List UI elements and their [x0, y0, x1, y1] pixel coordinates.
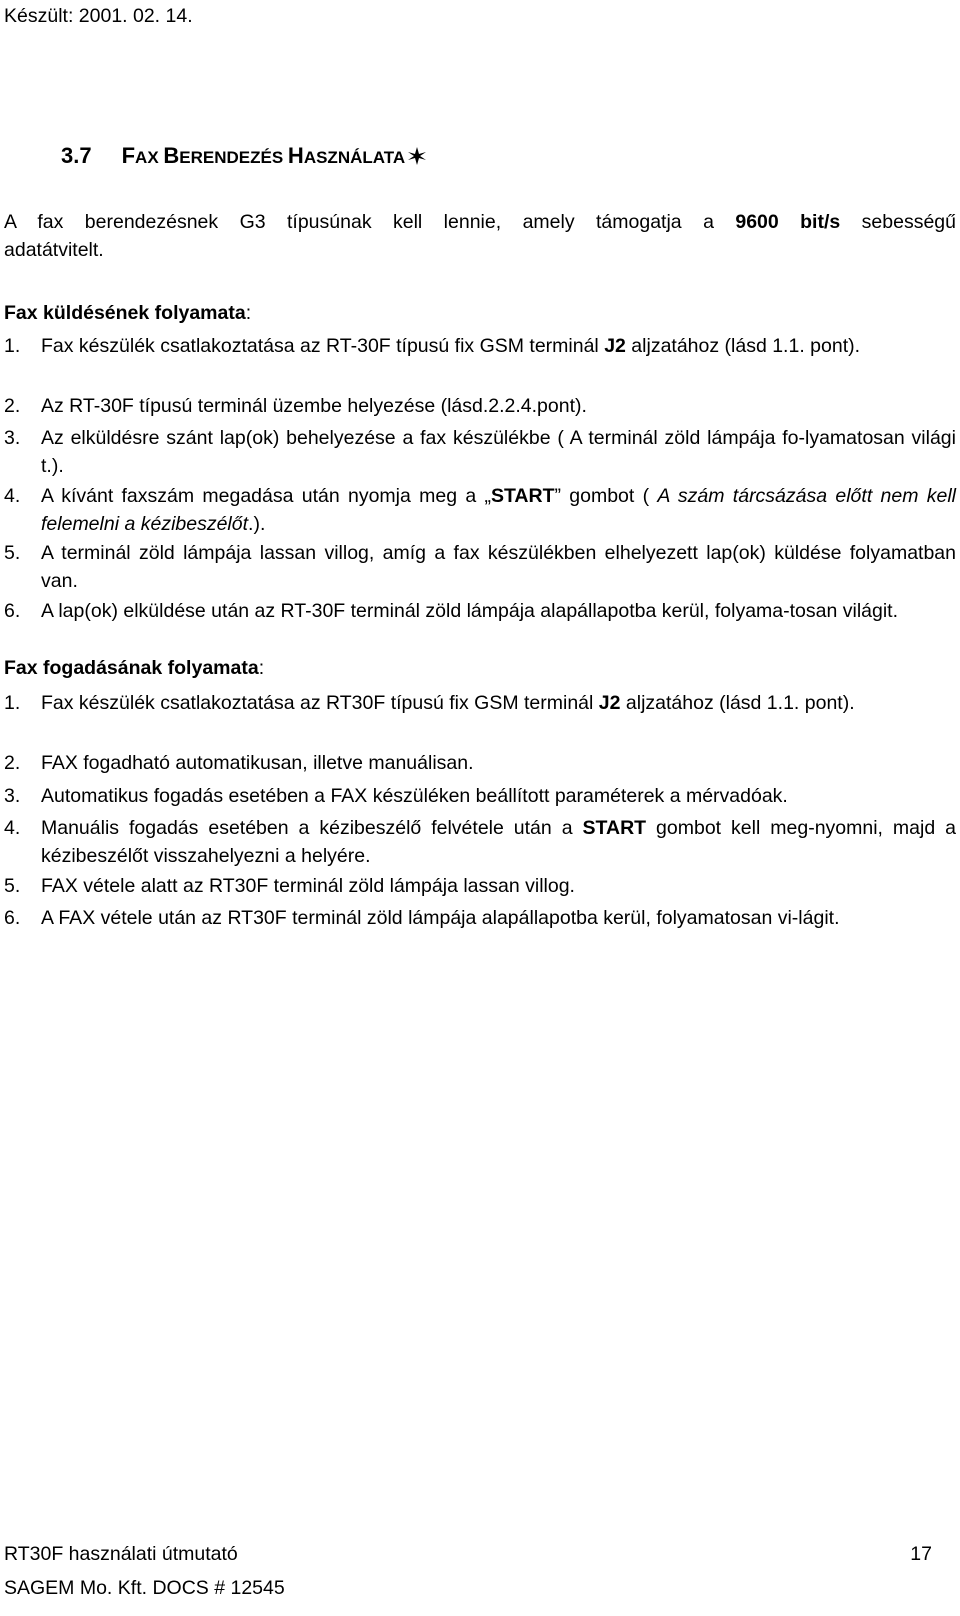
send-item-1: 1. Fax készülék csatlakoztatása az RT-30F típusú fix GSM terminál J2 aljzatához (lásd 1.1. pont). — [4, 335, 861, 357]
send-item-4: 4. A kívánt faxszám megadása után nyomja meg a „START” gombot ( A szám tárcsázása előtt nem kell felemelni a kézibeszélőt.). — [4, 485, 956, 535]
receive-item-2: 2. FAX fogadható automatikusan, illetve manuálisan. — [4, 752, 474, 774]
receive-item-4: 4. Manuális fogadás esetében a kézibeszélő felvétele után a START gombot kell meg-nyomni, majd a kézibeszélőt visszahelyezni a helyére. — [4, 817, 957, 867]
receive-item-3: 3. Automatikus fogadás esetében a FAX készüléken beállított paraméterek a mérvadóak. — [4, 785, 788, 807]
section-heading — [61, 141, 427, 174]
footer-company: SAGEM Mo. Kft. DOCS # 12545 — [4, 1577, 285, 1599]
send-item-5: 5. A terminál zöld lámpája lassan villog, amíg a fax készülékben elhelyezett lap(ok) küldése folyamatban van. — [4, 542, 956, 592]
section-number: 3.7 — [61, 143, 92, 168]
send-heading: Fax küldésének folyamata: — [4, 302, 252, 324]
receive-heading: Fax fogadásának folyamata: — [4, 657, 265, 679]
send-item-3: 3. Az elküldésre szánt lap(ok) behelyezése a fax készülékbe ( A terminál zöld lámpája fo-lyamatosan világit.). — [4, 427, 956, 477]
footer-title: RT30F használati útmutató — [4, 1543, 238, 1565]
receive-item-1: 1. Fax készülék csatlakoztatása az RT30F típusú fix GSM terminál J2 aljzatához (lásd 1.1. pont). — [4, 692, 855, 714]
send-item-6: 6. A lap(ok) elküldése után az RT-30F terminál zöld lámpája alapállapotba kerül, folyama-tosan világit. — [4, 600, 899, 622]
header-date: Készült: 2001. 02. 14. — [4, 5, 193, 27]
receive-item-5: 5. FAX vétele alatt az RT30F terminál zöld lámpája lassan villog. — [4, 875, 575, 897]
section-title: FAX BERENDEZÉS HASZNÁLATA — [121, 143, 406, 168]
page-number: 17 — [910, 1543, 932, 1565]
star-icon — [407, 144, 427, 174]
send-item-2: 2. Az RT-30F típusú terminál üzembe helyezése (lásd.2.2.4.pont). — [4, 395, 587, 417]
intro-paragraph: A fax berendezésnek G3 típusúnak kell lennie, amely támogatja a 9600 bit/s sebességű adatátvitelt. — [4, 211, 956, 261]
receive-item-6: 6. A FAX vétele után az RT30F terminál zöld lámpája alapállapotba kerül, folyamatosan vi-lágit. — [4, 907, 840, 929]
